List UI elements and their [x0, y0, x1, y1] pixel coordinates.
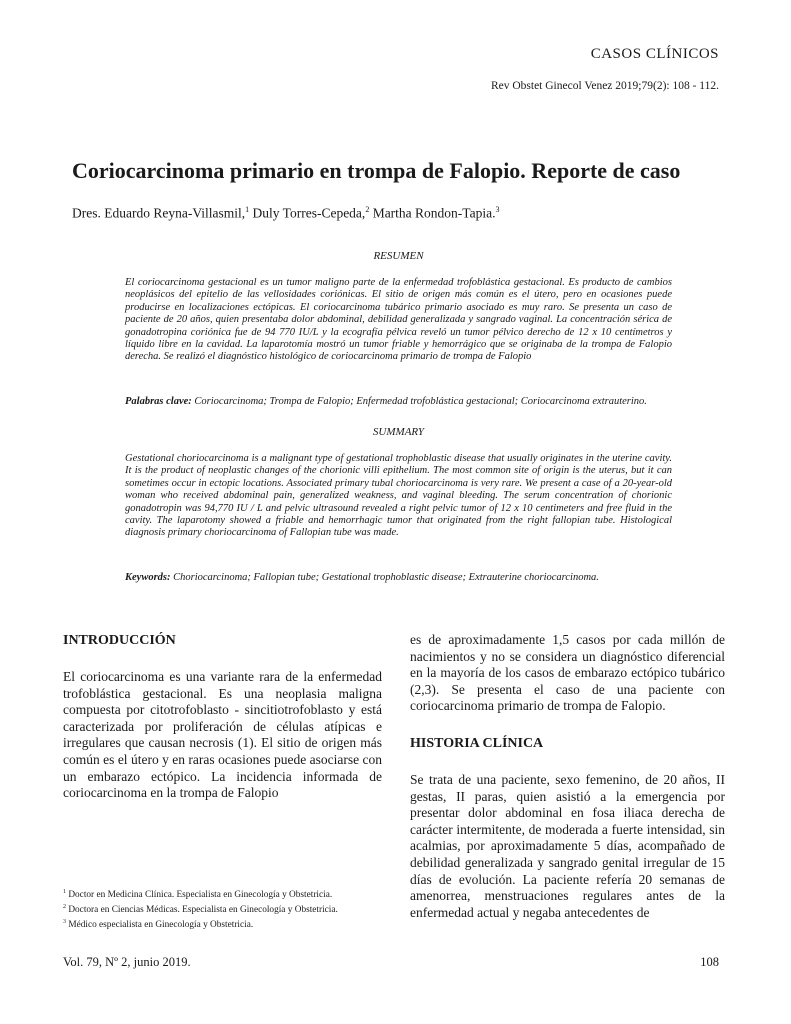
footnote	[63, 901, 383, 916]
palabras-clave-list: Coriocarcinoma; Trompa de Falopio; Enfermedad trofoblástica gestacional; Coriocarcinoma extrauterino.	[191, 396, 647, 407]
footnote-text: Doctor en Medicina Clínica. Especialista en Ginecología y Obstetricia.	[66, 890, 333, 901]
introduction-paragraph: El coriocarcinoma es una variante rara de la enfermedad trofoblástica gestacional. Es una neoplasia maligna compuesta por citotrofoblasto - sincitiotrofoblasto y está caracterizada por proliferación de células atípicas e irregulares que causan necrosis (1). El sitio de origen más común es el útero y en raras ocasiones puede asociarse con un embarazo ectópico. La incidencia informada de coriocarcinoma en la trompa de Falopio	[63, 669, 382, 801]
introduction-paragraph-continued: es de aproximadamente 1,5 casos por cada millón de nacimientos y no se considera un diagnóstico diferencial en la mayoría de los casos de embarazo ectópico tubárico (2,3). Se presenta el caso de una paciente con coriocarcinoma primario de trompa de Falopio.	[410, 632, 725, 714]
clinical-history-paragraph: Se trata de una paciente, sexo femenino, de 20 años, II gestas, II paras, quien asistió a la emergencia por presentar dolor abdominal en fosa iliaca derecha de carácter intermitente, de moderada a fuerte intensidad, sin acalmias, por aproximadamente 5 días, acompañado de debilidad generalizada y sangrado genital irregular de 15 días de evolución. La paciente refería 20 semanas de amenorrea, menstruaciones regulares antes de la enfermedad actual y negaba antecedentes de	[410, 771, 725, 920]
keywords-label: Keywords:	[125, 572, 171, 583]
author-prefix: Dres.	[72, 205, 105, 221]
author-2: Duly Torres-Cepeda,	[249, 205, 366, 221]
footnote-text: Médico especialista en Ginecología y Obstetricia.	[66, 920, 254, 931]
author-1-affiliation: 1	[245, 205, 250, 214]
footnote	[63, 916, 383, 931]
footnote-number: 1	[63, 889, 66, 895]
keywords	[125, 572, 672, 584]
journal-citation: Rev Obstet Ginecol Venez 2019;79(2): 108 - 112.	[490, 80, 719, 92]
author-3: Martha Rondon-Tapia.	[369, 205, 496, 221]
footnote	[63, 886, 383, 901]
page-number: 108	[700, 955, 719, 969]
right-column	[410, 632, 725, 921]
left-column	[63, 632, 382, 802]
author-list	[72, 205, 722, 222]
issue-footer: Vol. 79, Nº 2, junio 2019.	[63, 955, 191, 969]
footnote-number: 2	[63, 904, 66, 911]
journal-section-label: CASOS CLÍNICOS	[590, 46, 719, 62]
author-3-affiliation: 3	[495, 205, 500, 214]
article-title: Coriocarcinoma primario en trompa de Falopio. Reporte de caso	[72, 158, 681, 183]
author-1: Eduardo Reyna-Villasmil,	[104, 205, 246, 221]
resumen-heading: RESUMEN	[373, 250, 424, 262]
summary-text: Gestational choriocarcinoma is a malignant type of gestational trophoblastic disease that usually originates in the uterine cavity. It is the product of neoplastic changes of the chorionic villi epithelium. The most common site of origin is the uterus, but it can sometimes occur in ectopic locations. Associated primary tubal choriocarcinoma is very rare. We present a case of a 20-year-old woman who received abdominal pain, generalized weakness, and vaginal bleeding. The serum concentration of chorionic gonadotropin was 94,770 IU / L and pelvic ultrasound revealed a right pelvic tumor of 12 x 10 centimeters and free fluid in the cavity. The laparotomy showed a friable and hemorrhagic tumor that originated from the right fallopian tube. Histological diagnosis primary choriocarcinoma of Fallopian tube was made.	[125, 453, 672, 539]
clinical-history-heading: HISTORIA CLÍNICA	[410, 735, 544, 751]
footnote-text: Doctora en Ciencias Médicas. Especialista en Ginecología y Obstetricia.	[66, 905, 338, 916]
summary-heading: SUMMARY	[372, 426, 425, 438]
keywords-list: Choriocarcinoma; Fallopian tube; Gestational trophoblastic disease; Extrauterine choriocarcinoma.	[170, 572, 599, 583]
affiliation-footnotes	[63, 886, 383, 931]
author-2-affiliation: 2	[365, 205, 370, 214]
resumen-text: El coriocarcinoma gestacional es un tumor maligno parte de la enfermedad trofoblástica gestacional. Es producto de cambios neoplásicos del epitelio de las vellosidades coriónicas. El sitio de origen más común es el útero, pero en ocasiones puede producirse en localizaciones ectópicas. El coriocarcinoma tubárico primario asociado es muy raro. Se presenta un caso de paciente de 20 años, quien presentaba dolor abdominal, debilidad generalizada y sangrado vaginal. La concentración sérica de gonadotropina coriónica fue de 94 770 IU/L y la ecografía pélvica reveló un tumor pélvico derecho de 12 x 10 centímetros y líquido libre en la cavidad. La laparotomía mostró un tumor friable y hemorrágico que se originaba de la trompa de Falopio derecha. Se realizó el diagnóstico histológico de coriocarcinoma primario de trompa de Falopio	[125, 277, 672, 363]
palabras-clave	[125, 396, 672, 408]
introduction-heading: INTRODUCCIÓN	[63, 633, 176, 648]
palabras-clave-label: Palabras clave:	[125, 396, 192, 407]
footnote-number: 3	[63, 919, 66, 926]
